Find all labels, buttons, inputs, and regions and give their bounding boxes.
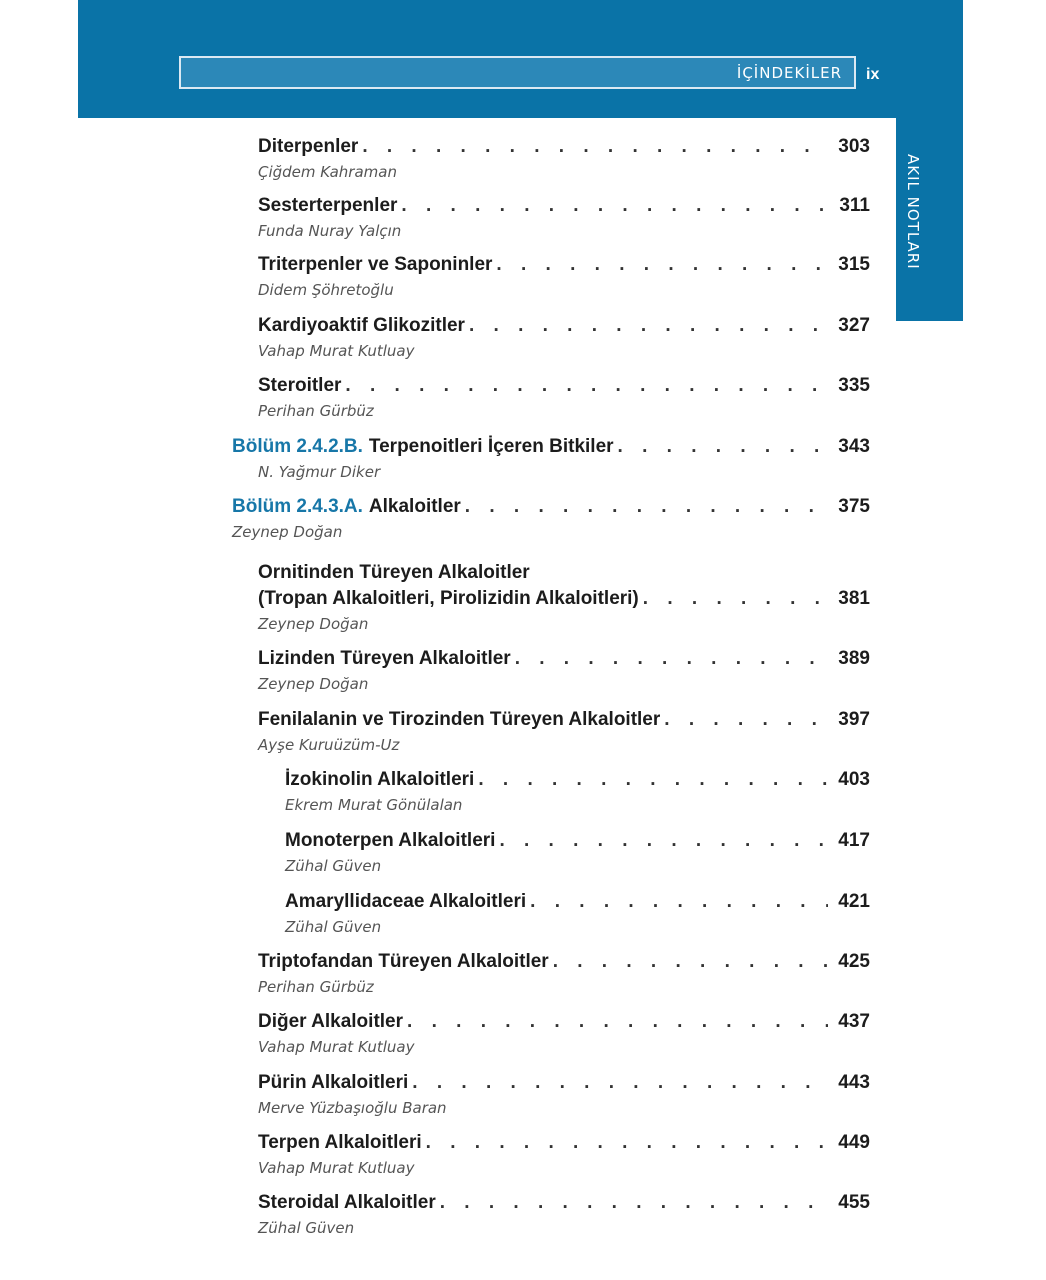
entry-title: Triptofandan Türeyen Alkaloitler	[258, 951, 549, 972]
entry-page: 381	[838, 588, 870, 609]
dot-leader	[362, 134, 828, 160]
entry-page: 397	[838, 709, 870, 730]
dot-leader	[401, 193, 828, 219]
toc-entry[interactable]	[258, 134, 870, 182]
toc-entry[interactable]	[258, 373, 870, 421]
entry-author: Çiğdem Kahraman	[258, 163, 397, 181]
entry-author: Zeynep Doğan	[232, 523, 343, 541]
entry-title: Monoterpen Alkaloitleri	[285, 830, 496, 851]
entry-author: Zeynep Doğan	[258, 675, 369, 693]
entry-page: 437	[838, 1011, 870, 1032]
entry-author: Vahap Murat Kutluay	[258, 342, 415, 360]
entry-page: 389	[838, 648, 870, 669]
header-title: İÇİNDEKİLER	[736, 64, 842, 82]
entry-author: Ekrem Murat Gönülalan	[285, 796, 463, 814]
entry-page: 315	[838, 254, 870, 275]
dot-leader	[469, 313, 828, 339]
entry-author: Didem Şöhretoğlu	[258, 281, 394, 299]
dot-leader	[664, 707, 828, 733]
dot-leader	[407, 1009, 828, 1035]
entry-page: 403	[838, 769, 870, 790]
toc-chapter-entry[interactable]	[232, 494, 870, 542]
entry-author: Zühal Güven	[258, 1219, 355, 1237]
chapter-label: Bölüm 2.4.2.B.	[232, 436, 363, 457]
chapter-label: Bölüm 2.4.3.A.	[232, 496, 363, 517]
toc-entry[interactable]	[258, 1070, 870, 1118]
entry-title-line1: Ornitinden Türeyen Alkaloitler	[258, 562, 530, 583]
entry-title: Lizinden Türeyen Alkaloitler	[258, 648, 511, 669]
entry-title: Diğer Alkaloitler	[258, 1011, 404, 1032]
dot-leader	[499, 828, 828, 854]
dot-leader	[530, 889, 828, 915]
entry-page: 449	[838, 1132, 870, 1153]
entry-author: Zeynep Doğan	[258, 615, 369, 633]
toc-subentry[interactable]	[285, 767, 870, 815]
dot-leader	[465, 494, 828, 520]
entry-page: 375	[838, 496, 870, 517]
entry-title: Fenilalanin ve Tirozinden Türeyen Alkaloitler	[258, 709, 661, 730]
dot-leader	[426, 1130, 828, 1156]
page-number: ix	[866, 66, 880, 83]
toc-entry[interactable]	[258, 646, 870, 694]
toc-entry[interactable]	[258, 1009, 870, 1057]
toc-entry[interactable]	[258, 313, 870, 361]
entry-title: Terpen Alkaloitleri	[258, 1132, 422, 1153]
dot-leader	[478, 767, 828, 793]
side-tab-label: AKIL NOTLARI	[904, 154, 922, 270]
entry-author: N. Yağmur Diker	[258, 463, 381, 481]
dot-leader	[553, 949, 828, 975]
toc-entry[interactable]	[258, 252, 870, 300]
dot-leader	[440, 1190, 828, 1216]
toc-chapter-entry[interactable]	[232, 434, 870, 482]
entry-author: Vahap Murat Kutluay	[258, 1159, 415, 1177]
entry-title: Amaryllidaceae Alkaloitleri	[285, 891, 527, 912]
toc-entry[interactable]	[258, 707, 870, 755]
entry-title: Terpenoitleri İçeren Bitkiler	[368, 436, 614, 457]
entry-page: 335	[838, 375, 870, 396]
entry-author: Vahap Murat Kutluay	[258, 1038, 415, 1056]
entry-page: 421	[838, 891, 870, 912]
dot-leader	[643, 586, 828, 612]
entry-title: Diterpenler	[258, 136, 359, 157]
entry-author: Ayşe Kuruüzüm-Uz	[258, 736, 400, 754]
entry-page: 417	[838, 830, 870, 851]
dot-leader	[345, 373, 828, 399]
entry-author: Merve Yüzbaşıoğlu Baran	[258, 1099, 447, 1117]
entry-author: Perihan Gürbüz	[258, 978, 374, 996]
entry-title: Kardiyoaktif Glikozitler	[258, 315, 465, 336]
entry-page: 443	[838, 1072, 870, 1093]
toc-entry[interactable]	[258, 1190, 870, 1238]
entry-author: Funda Nuray Yalçın	[258, 222, 402, 240]
toc-entry[interactable]	[258, 193, 870, 241]
toc-subentry[interactable]	[285, 828, 870, 876]
toc-entry[interactable]	[258, 560, 870, 634]
entry-page: 327	[838, 315, 870, 336]
entry-page: 311	[839, 195, 870, 216]
entry-page: 343	[838, 436, 870, 457]
entry-title: Pürin Alkaloitleri	[258, 1072, 409, 1093]
dot-leader	[496, 252, 828, 278]
dot-leader	[618, 434, 828, 460]
entry-author: Perihan Gürbüz	[258, 402, 374, 420]
toc-entry[interactable]	[258, 1130, 870, 1178]
entry-title: Triterpenler ve Saponinler	[258, 254, 493, 275]
entry-title: İzokinolin Alkaloitleri	[285, 769, 475, 790]
entry-title: Alkaloitler	[368, 496, 461, 517]
entry-page: 303	[838, 136, 870, 157]
entry-title: Steroitler	[258, 375, 342, 396]
entry-title: (Tropan Alkaloitleri, Pirolizidin Alkaloitleri)	[258, 588, 639, 609]
entry-author: Zühal Güven	[285, 857, 382, 875]
entry-page: 425	[838, 951, 870, 972]
entry-page: 455	[838, 1192, 870, 1213]
entry-author: Zühal Güven	[285, 918, 382, 936]
entry-title: Steroidal Alkaloitler	[258, 1192, 436, 1213]
dot-leader	[412, 1070, 828, 1096]
entry-title: Sesterterpenler	[258, 195, 398, 216]
dot-leader	[515, 646, 828, 672]
toc-subentry[interactable]	[285, 889, 870, 937]
toc-entry[interactable]	[258, 949, 870, 997]
